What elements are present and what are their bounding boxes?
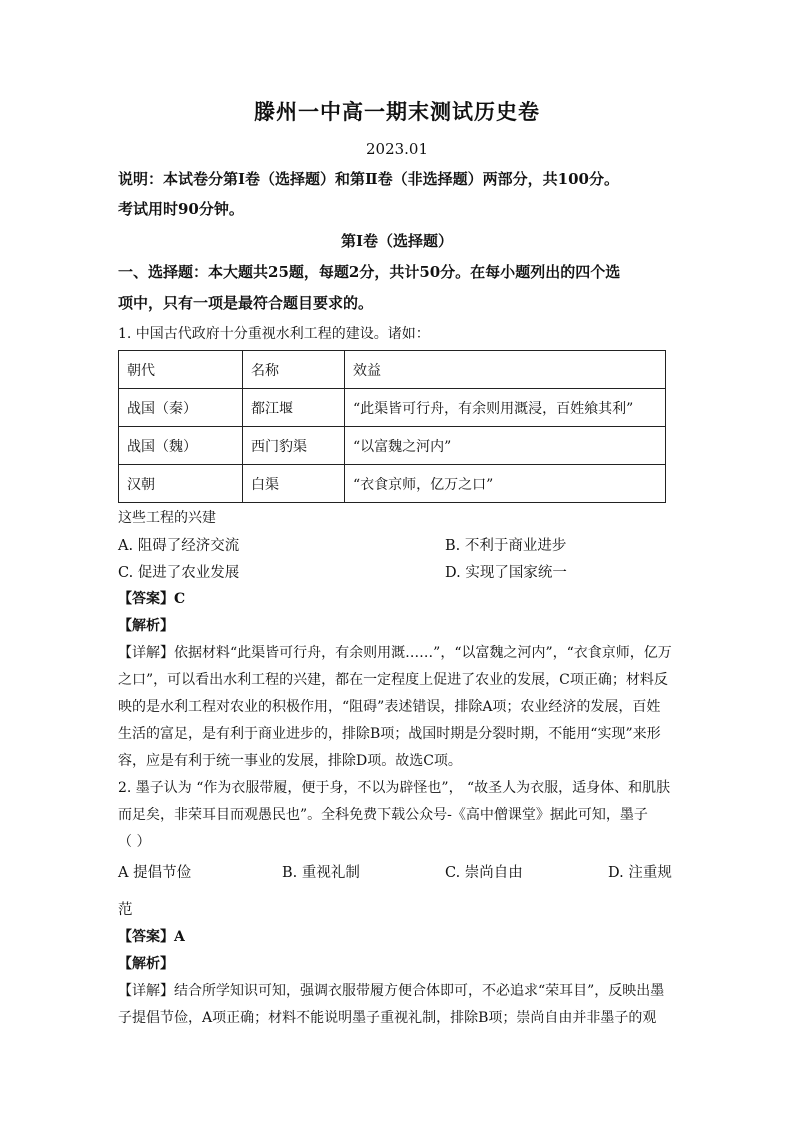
table-cell: “此渠皆可行舟，有余则用溉浸，百姓飨其利” [345, 389, 666, 427]
table-cell: 汉朝 [119, 465, 243, 503]
q1-stem: 1. 中国古代政府十分重视水利工程的建设。诸如： [118, 326, 430, 342]
exam-title: 滕州一中高一期末测试历史卷 [254, 99, 540, 124]
table-header-cell: 效益 [345, 351, 666, 389]
table-header-row [119, 351, 666, 389]
q1-detail-line: 【详解】依据材料“此渠皆可行舟，有余则用溉……”，“以富魏之河内”，“衣食京师，亿万 [118, 645, 672, 661]
q1-detail-line: 映的是水利工程对农业的积极作用，“阻碍”表述错误，排除A项；农业经济的发展，百姓 [118, 699, 661, 715]
table-header-cell: 名称 [243, 351, 345, 389]
table-cell: 西门豹渠 [243, 427, 345, 465]
table-cell: “衣食京师，亿万之口” [345, 465, 666, 503]
q2-option-b: B. 重视礼制 [282, 865, 360, 881]
q2-analysis-label: 【解析】 [118, 956, 174, 972]
q1-table [118, 350, 666, 503]
table-row [119, 427, 666, 465]
exam-date: 2023.01 [365, 140, 429, 158]
q2-stem-line: 而足矣，非荣耳目而观愚民也”。全科免费下载公众号-《高中僧课堂》据此可知，墨子 [118, 807, 648, 823]
part-heading-line-1: 一、选择题：本大题共25题，每题2分，共计50分。在每小题列出的四个选 [118, 263, 621, 281]
q2-option-wrap: 范 [118, 902, 133, 918]
q1-option-a: A. 阻碍了经济交流 [118, 538, 240, 554]
q1-option-b: B. 不利于商业进步 [445, 538, 567, 554]
q1-option-d: D. 实现了国家统一 [445, 565, 567, 581]
q1-detail-line: 之口”，可以看出水利工程的兴建，都在一定程度上促进了农业的发展，C项正确；材料反 [118, 672, 668, 688]
table-cell: 战国（秦） [119, 389, 243, 427]
table-cell: “以富魏之河内” [345, 427, 666, 465]
q1-answer: 【答案】C [118, 591, 186, 607]
q1-detail-line: 生活的富足，是有利于商业进步的，排除B项；战国时期是分裂时期，不能用“实现”来形 [118, 726, 661, 742]
q1-option-c: C. 促进了农业发展 [118, 565, 240, 581]
q2-detail-line: 子提倡节俭，A项正确；材料不能说明墨子重视礼制，排除B项；崇尚自由并非墨子的观 [118, 1010, 657, 1026]
q2-option-a: A 提倡节俭 [118, 865, 192, 881]
q2-answer: 【答案】A [118, 929, 185, 945]
table-cell: 白渠 [243, 465, 345, 503]
q2-stem-line: 2. 墨子认为 “作为衣服带履，便于身，不以为辟怪也”， “故圣人为衣服，适身体、和肌肤 [118, 780, 671, 796]
table-row [119, 465, 666, 503]
q2-detail-line: 【详解】结合所学知识可知，强调衣服带履方便合体即可，不必追求“荣耳目”，反映出墨 [118, 983, 665, 999]
q2-option-d: D. 注重规 [608, 865, 672, 881]
q2-option-c: C. 崇尚自由 [445, 865, 523, 881]
table-cell: 都江堰 [243, 389, 345, 427]
table-cell: 战国（魏） [119, 427, 243, 465]
table-row [119, 389, 666, 427]
q1-after-table: 这些工程的兴建 [118, 510, 216, 526]
instructions-line-2: 考试用时90分钟。 [118, 200, 244, 218]
part-heading-line-2: 项中，只有一项是最符合题目要求的。 [118, 294, 374, 312]
section-title: 第Ⅰ卷（选择题） [340, 232, 454, 250]
instructions-line-1: 说明：本试卷分第Ⅰ卷（选择题）和第Ⅱ卷（非选择题）两部分，共100分。 [118, 170, 619, 188]
q1-analysis-label: 【解析】 [118, 618, 174, 634]
q2-stem-line: （ ） [118, 834, 151, 850]
q1-detail-line: 容，应是有利于统一事业的发展，排除D项。故选C项。 [118, 753, 462, 769]
table-header-cell: 朝代 [119, 351, 243, 389]
